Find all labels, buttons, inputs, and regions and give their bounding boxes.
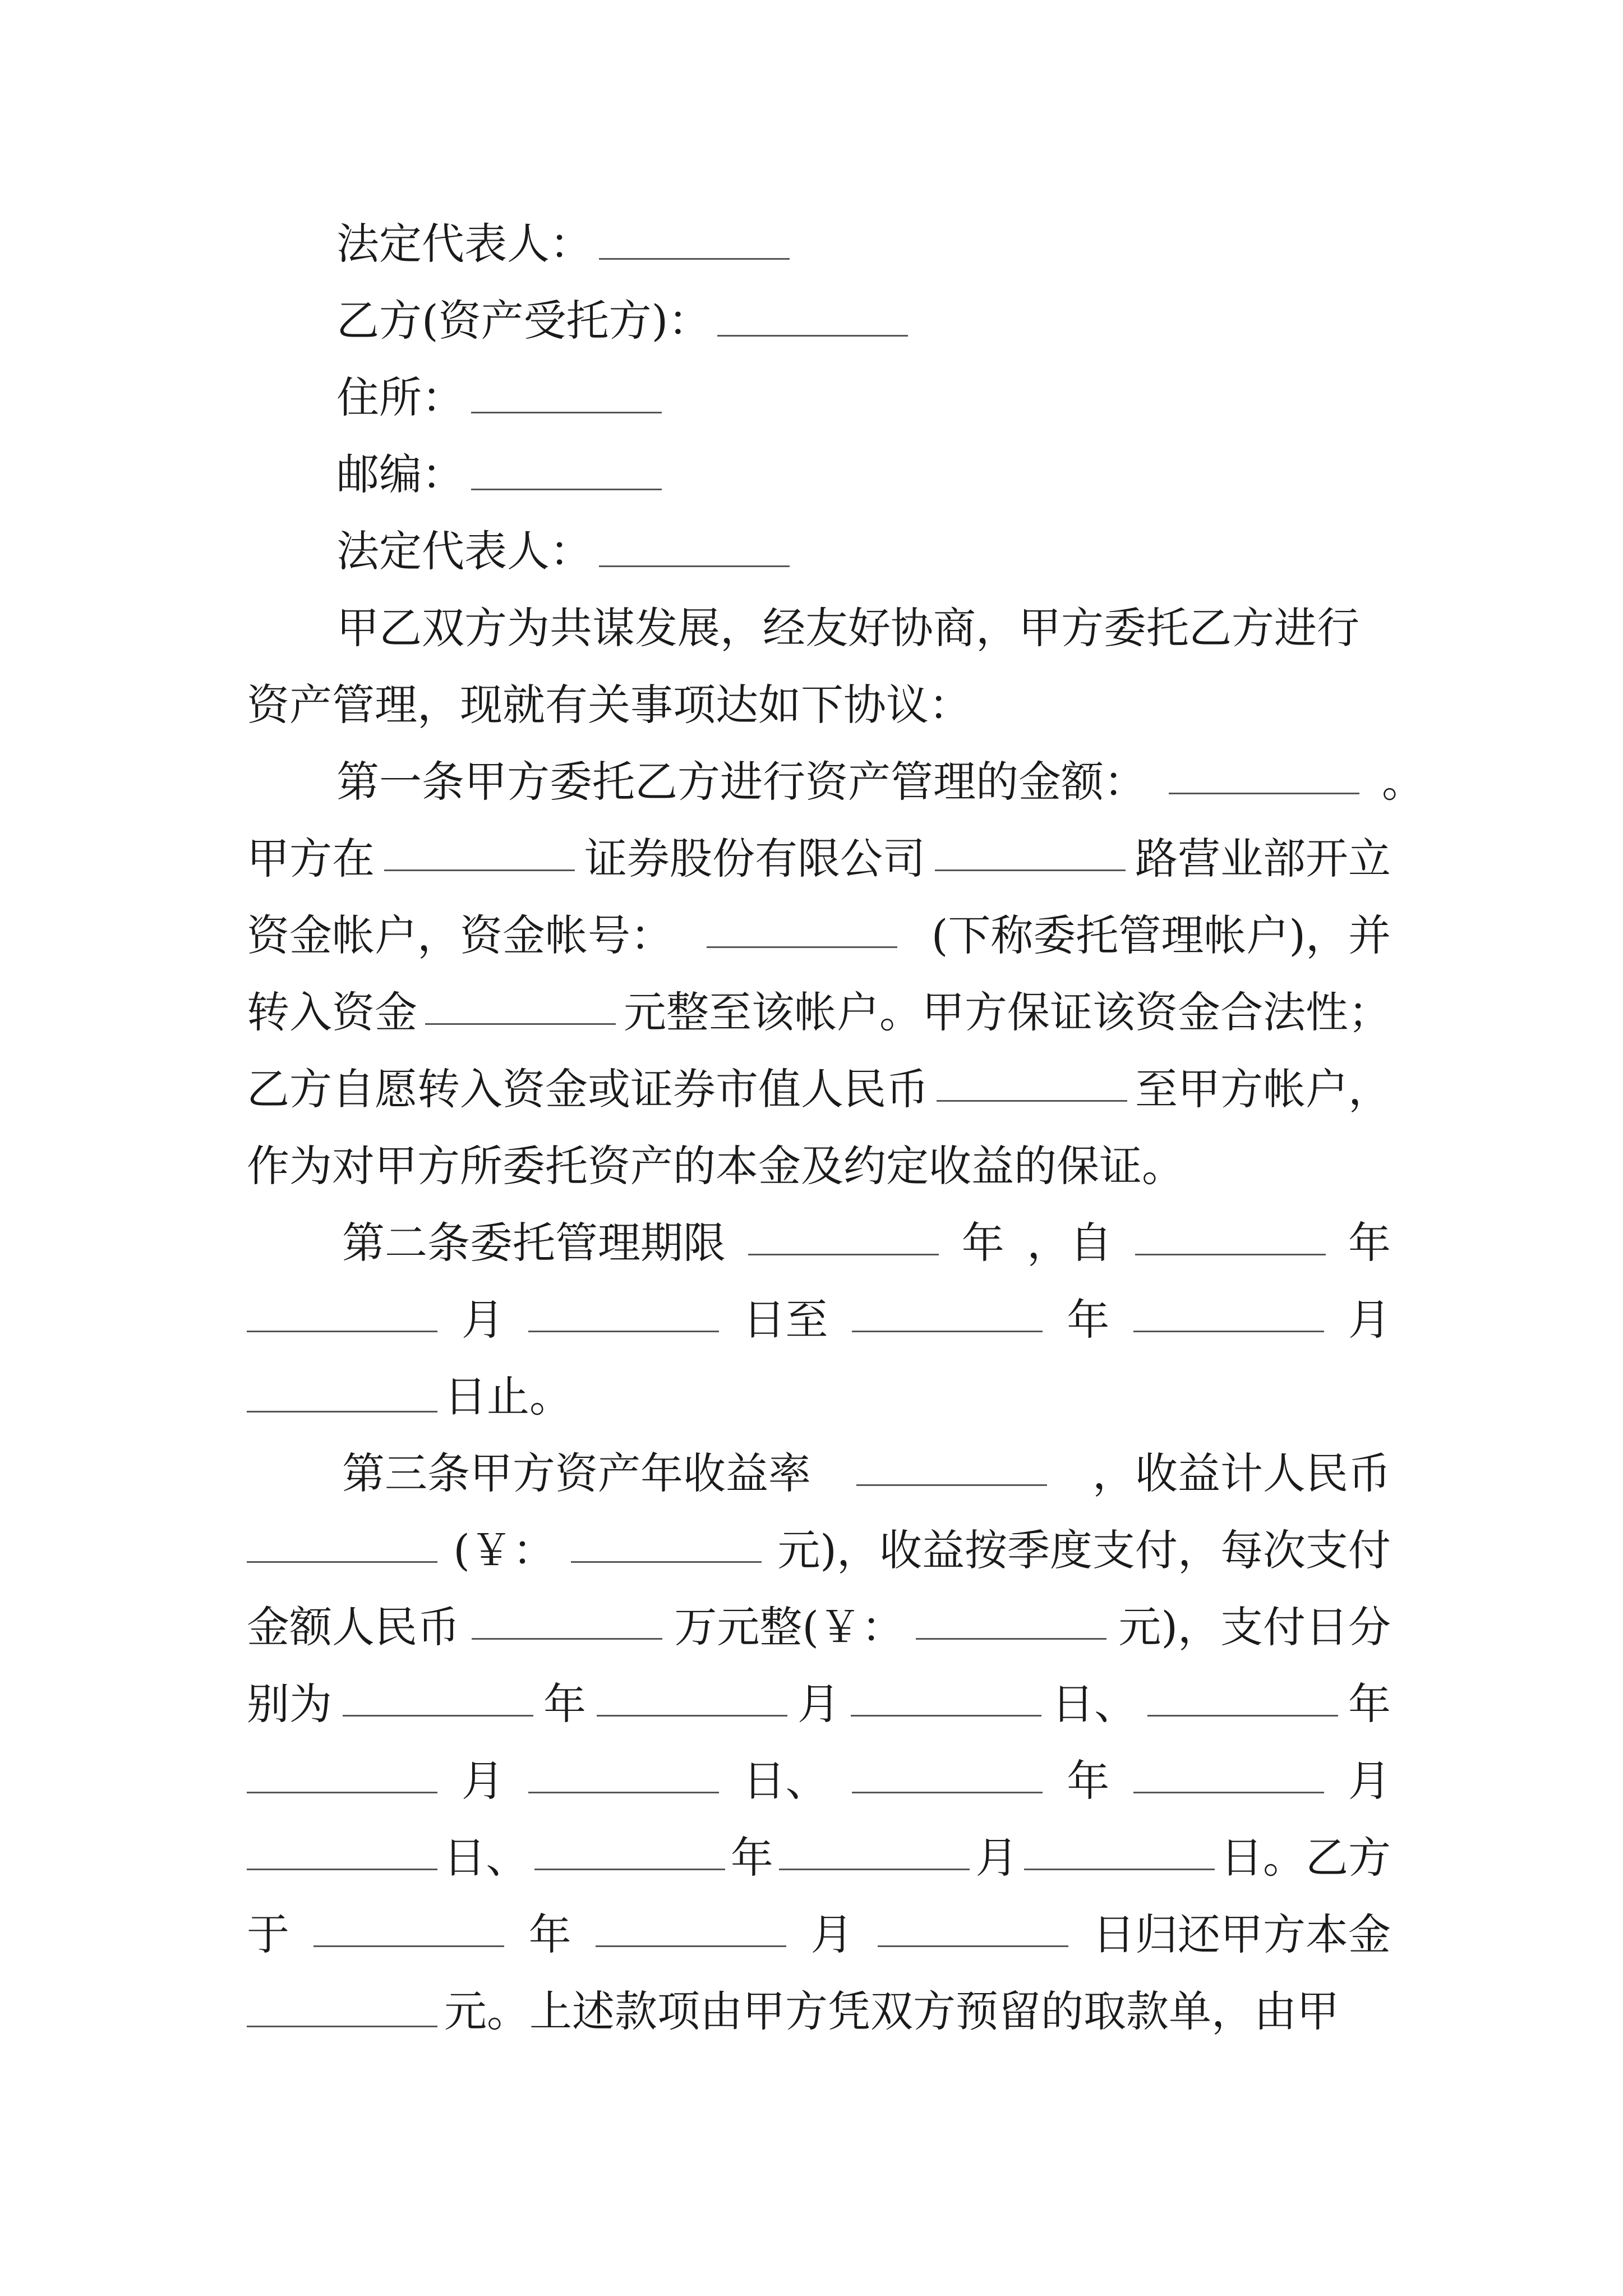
article1-securities-blank[interactable] xyxy=(384,847,575,871)
article3-line-6 xyxy=(247,1819,1391,1897)
article3-month-label-2: 月 xyxy=(461,1756,504,1806)
article3-month-label-3: 月 xyxy=(1348,1756,1391,1806)
intro-line-1 xyxy=(336,589,1391,668)
article3-pay2-year-blank[interactable] xyxy=(1147,1692,1338,1717)
article3-text-4a: 别为 xyxy=(247,1679,332,1729)
party-a-legal-rep-label: 法定代表人： xyxy=(336,219,592,269)
article3-line-8 xyxy=(247,1972,1391,2051)
intro-line-2 xyxy=(247,666,1391,744)
article1-period: 。 xyxy=(1382,757,1424,807)
intro-text-1: 甲乙双方为共谋发展，经友好协商，甲方委托乙方进行 xyxy=(336,603,1359,653)
article1-text-5b: 至甲方帐户， xyxy=(1135,1064,1391,1114)
article2-line-3 xyxy=(247,1358,1391,1436)
article1-amount-blank[interactable] xyxy=(1169,770,1359,794)
article1-text-3b: (下称委托管理帐户)，并 xyxy=(931,910,1391,960)
article1-text-5a: 乙方自愿转入资金或证券市值人民币 xyxy=(247,1064,929,1114)
article3-pay4-day-blank[interactable] xyxy=(1024,1846,1215,1870)
party-b-name-blank[interactable] xyxy=(717,312,908,337)
article3-pay1-year-blank[interactable] xyxy=(343,1692,533,1717)
article3-text-2b: 元)，收益按季度支付，每次支付 xyxy=(777,1525,1391,1575)
article2-month-label: 月 xyxy=(461,1295,504,1345)
article3-return-month-blank[interactable] xyxy=(596,1923,786,1947)
article2-day-to-label: 日至 xyxy=(743,1295,828,1345)
article3-line-7 xyxy=(247,1895,1391,1974)
article3-return-year-blank[interactable] xyxy=(313,1923,504,1947)
article2-start-day-blank[interactable] xyxy=(528,1308,719,1332)
article3-pay3-day-blank[interactable] xyxy=(247,1846,437,1870)
party-a-legal-rep-line xyxy=(336,205,1481,283)
article2-start-year-blank[interactable] xyxy=(1135,1231,1326,1255)
article2-end-label: 日止。 xyxy=(444,1372,572,1421)
party-b-legal-rep-line xyxy=(336,512,1481,591)
article2-year-label-2: 年 xyxy=(1348,1218,1391,1268)
article3-pay1-month-blank[interactable] xyxy=(597,1692,787,1717)
article1-text-6: 作为对甲方所委托资产的本金及约定收益的保证。 xyxy=(247,1141,1184,1191)
article3-year-label-3: 年 xyxy=(1067,1756,1110,1806)
article1-text-2a: 甲方在 xyxy=(247,834,375,884)
party-b-legal-rep-blank[interactable] xyxy=(599,543,790,567)
article3-pay3-year-blank[interactable] xyxy=(852,1769,1043,1793)
party-b-postcode-blank[interactable] xyxy=(471,466,662,490)
article2-from-label: ，自 xyxy=(1027,1218,1113,1268)
article3-year-label-4: 年 xyxy=(730,1833,773,1883)
article3-year-label-5: 年 xyxy=(528,1910,571,1959)
article3-pay1-day-blank[interactable] xyxy=(851,1692,1041,1717)
article1-funds-blank[interactable] xyxy=(425,1001,616,1025)
article3-text-1b: ，收益计人民币 xyxy=(1092,1448,1391,1498)
article3-text-3a: 金额人民币 xyxy=(247,1602,460,1652)
article2-month-label-2: 月 xyxy=(1348,1295,1391,1345)
article3-line-1 xyxy=(342,1434,1391,1513)
article3-day-end: 日。乙方 xyxy=(1220,1833,1391,1883)
article3-text-7b: 日归还甲方本金 xyxy=(1092,1910,1391,1959)
article3-month-label-4: 月 xyxy=(975,1833,1018,1883)
article3-text-1a: 第三条甲方资产年收益率 xyxy=(342,1448,811,1498)
article1-account-blank[interactable] xyxy=(707,924,897,948)
article2-years-blank[interactable] xyxy=(748,1231,939,1255)
article3-year-label-1: 年 xyxy=(543,1679,586,1729)
article1-text-2b: 证券股份有限公司 xyxy=(584,834,925,884)
article1-amount-label: 第一条甲方委托乙方进行资产管理的金额： xyxy=(336,757,1146,807)
article3-text-8: 元。上述款项由甲方凭双方预留的取款单，由甲 xyxy=(444,1986,1339,2036)
article2-end-month-blank[interactable] xyxy=(1133,1308,1324,1332)
article3-text-3b: 万元整(￥： xyxy=(674,1602,904,1652)
article1-line-4 xyxy=(247,973,1391,1052)
article3-year-label-2: 年 xyxy=(1348,1679,1391,1729)
article1-text-4b: 元整至该帐户。甲方保证该资金合法性； xyxy=(624,987,1391,1037)
article3-line-5 xyxy=(247,1742,1391,1820)
article3-line-2 xyxy=(247,1511,1391,1590)
article3-text-3c: 元)，支付日分 xyxy=(1118,1602,1391,1652)
party-b-address-line xyxy=(336,358,1481,437)
article3-day-sep-1: 日、 xyxy=(1052,1679,1137,1729)
article3-line-4 xyxy=(247,1665,1391,1743)
party-b-address-blank[interactable] xyxy=(471,389,662,413)
article3-day-sep-2: 日、 xyxy=(743,1756,828,1806)
article1-line-5 xyxy=(247,1050,1391,1129)
article3-pay4-month-blank[interactable] xyxy=(779,1846,970,1870)
article3-return-day-blank[interactable] xyxy=(878,1923,1068,1947)
article1-line-1 xyxy=(336,743,1424,821)
article1-line-3 xyxy=(247,896,1391,975)
article3-text-7a: 于 xyxy=(247,1910,289,1959)
party-b-address-label: 住所： xyxy=(336,372,464,422)
article1-line-6 xyxy=(247,1127,1391,1205)
party-b-postcode-line xyxy=(336,435,1481,514)
article3-principal-blank[interactable] xyxy=(247,2003,437,2027)
party-b-label: 乙方(资产受托方)： xyxy=(336,296,711,346)
article3-line-3 xyxy=(247,1588,1391,1667)
article2-start-month-blank[interactable] xyxy=(247,1308,437,1332)
article2-text-1a: 第二条委托管理期限 xyxy=(342,1218,726,1268)
article2-line-2 xyxy=(247,1281,1391,1359)
article3-pay4-year-blank[interactable] xyxy=(534,1846,725,1870)
article2-line-1 xyxy=(342,1204,1391,1282)
article3-payment-yen-blank[interactable] xyxy=(916,1616,1106,1640)
article3-income-blank[interactable] xyxy=(247,1539,437,1563)
party-b-legal-rep-label: 法定代表人： xyxy=(336,526,592,576)
article1-line-2 xyxy=(247,820,1391,898)
article3-pay2-month-blank[interactable] xyxy=(247,1769,437,1793)
article3-rate-blank[interactable] xyxy=(856,1462,1047,1486)
article3-pay2-day-blank[interactable] xyxy=(528,1769,719,1793)
article2-year-label: 年 xyxy=(961,1218,1004,1268)
article3-income-yen-blank[interactable] xyxy=(571,1539,762,1563)
article1-road-blank[interactable] xyxy=(935,847,1126,871)
article1-text-2c: 路营业部开立 xyxy=(1135,834,1391,884)
article1-guarantee-blank[interactable] xyxy=(937,1078,1127,1102)
article3-text-2a: (￥： xyxy=(453,1525,555,1575)
article3-pay3-month-blank[interactable] xyxy=(1133,1769,1324,1793)
party-b-postcode-label: 邮编： xyxy=(336,449,464,499)
intro-text-2: 资产管理，现就有关事项达如下协议： xyxy=(247,680,971,730)
article3-month-label-1: 月 xyxy=(797,1679,840,1729)
article1-text-3a: 资金帐户，资金帐号： xyxy=(247,910,673,960)
article1-text-4a: 转入资金 xyxy=(247,987,417,1037)
article3-payment-blank[interactable] xyxy=(472,1616,662,1640)
article2-year-label-3: 年 xyxy=(1067,1295,1110,1345)
article3-day-sep-3: 日、 xyxy=(443,1833,529,1883)
party-b-line xyxy=(336,282,1481,360)
article2-end-year-blank[interactable] xyxy=(852,1308,1043,1332)
party-a-legal-rep-blank[interactable] xyxy=(599,236,790,260)
article2-end-day-blank[interactable] xyxy=(247,1388,437,1412)
article3-month-label-5: 月 xyxy=(810,1910,854,1959)
